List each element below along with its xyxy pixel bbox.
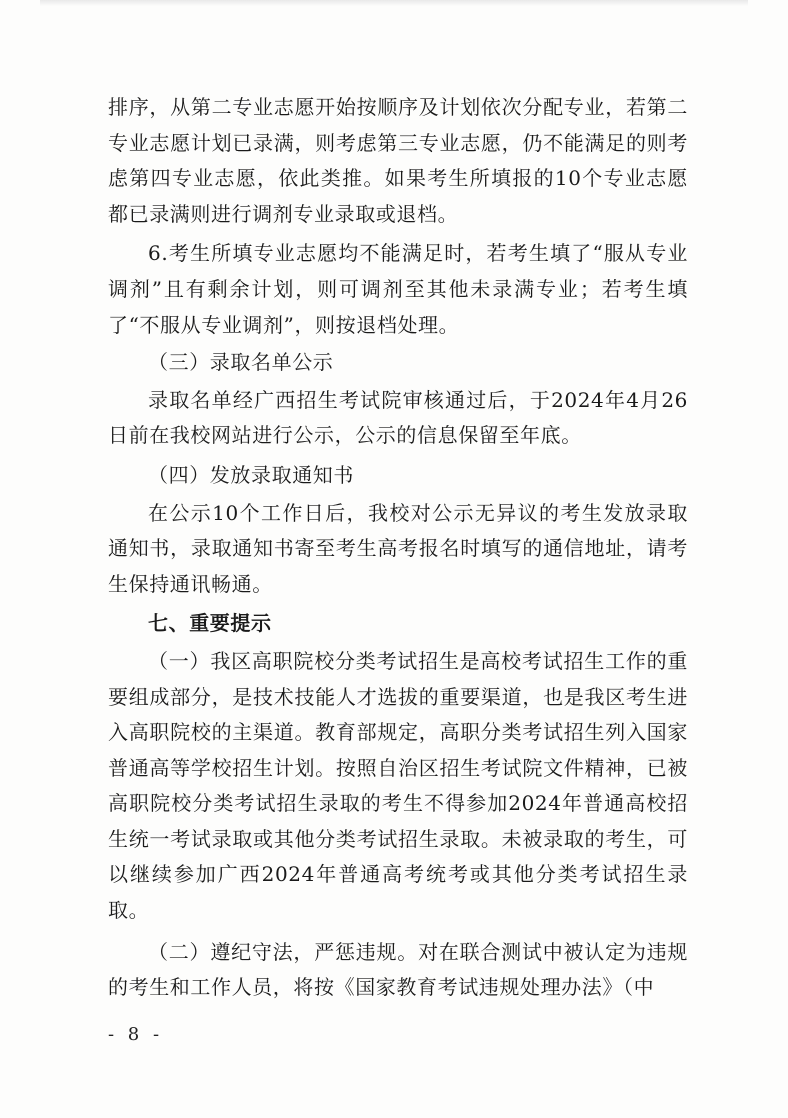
sub-heading: （三）录取名单公示 <box>148 350 334 375</box>
page-number: - 8 - <box>108 1024 164 1045</box>
body-paragraph: （一）我区高职院校分类考试招生是高校考试招生工作的重要组成部分，是技术技能人才选拔的重要渠道，也是我区考生进入高职院校的主渠道。教育部规定，高职分类考试招生列入国家普通高等学校招生计划。按照自治区招生考试院文件精神，已被高职院校分类考试招生录取的考生不得参加2024年普通高校招生统一考试录取或其他分类考试招生录取。未被录取的考生，可以继续参加广西2024年普通高考统考或其他分类考试招生录取。 <box>108 648 688 923</box>
scan-edge <box>40 0 748 6</box>
body-paragraph: 6.考生所填专业志愿均不能满足时，若考生填了“服从专业调剂”且有剩余计划，则可调剂至其他未录满专业；若考生填了“不服从专业调剂”，则按退档处理。 <box>108 241 688 337</box>
body-paragraph: 在公示10个工作日后，我校对公示无异议的考生发放录取通知书，录取通知书寄至考生高考报名时填写的通信地址，请考生保持通讯畅通。 <box>108 500 688 596</box>
body-paragraph: 排序，从第二专业志愿开始按顺序及计划依次分配专业，若第二专业志愿计划已录满，则考虑第三专业志愿，仍不能满足的则考虑第四专业志愿，依此类推。如果考生所填报的10个专业志愿都已录满则进行调剂专业录取或退档。 <box>108 95 688 226</box>
section-heading: 七、重要提示 <box>148 611 272 636</box>
body-paragraph: 录取名单经广西招生考试院审核通过后，于2024年4月26日前在我校网站进行公示，公示的信息保留至年底。 <box>108 387 688 448</box>
body-paragraph: （二）遵纪守法，严惩违规。对在联合测试中被认定为违规的考生和工作人员，将按《国家教育考试违规处理办法》（中 <box>108 939 688 1000</box>
document-body <box>108 88 688 1006</box>
sub-heading: （四）发放录取通知书 <box>148 462 354 487</box>
